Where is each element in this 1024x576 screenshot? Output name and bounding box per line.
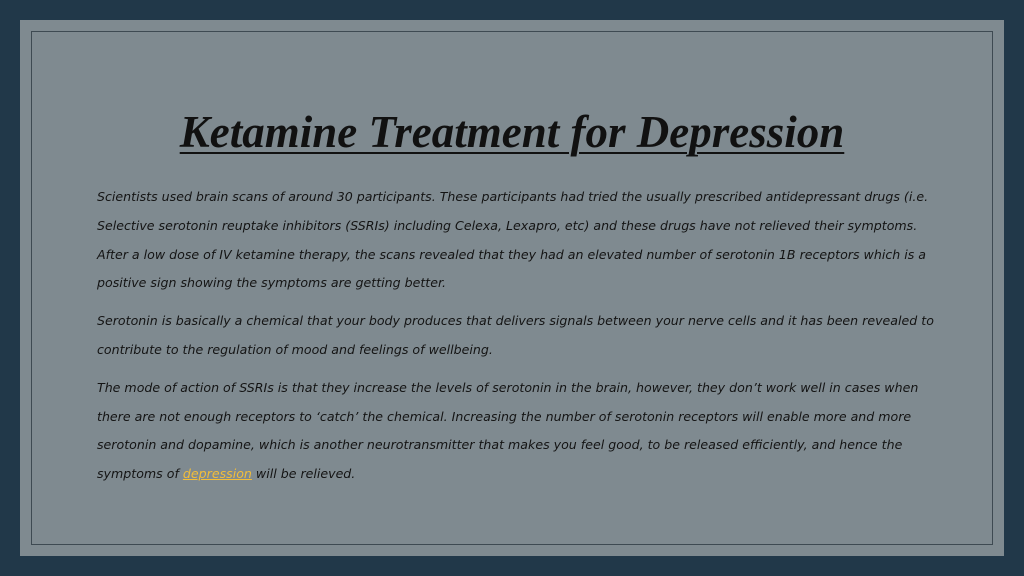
paragraph-brain-scans: Scientists used brain scans of around 30 participants. These participants had tried the usually prescribed antidepressant drugs (i.e. Selective serotonin reuptake inhibitors (SSRIs) including Celexa, Lexapro, etc) and these drugs have not relieved their symptoms. After a low dose of IV ketamine therapy, the scans revealed that they had an elevated number of serotonin 1B receptors which is a positive sign showing the symptoms are getting better. bbox=[97, 189, 929, 291]
slide-title: Ketamine Treatment for Depression bbox=[179, 107, 845, 157]
slide-body bbox=[97, 183, 937, 498]
paragraph-text-after-link: will be relieved. bbox=[251, 466, 356, 482]
paragraph-ssri-mode-of-action bbox=[97, 374, 937, 489]
depression-link[interactable]: depression bbox=[182, 466, 252, 482]
paragraph-serotonin-definition: Serotonin is basically a chemical that your body produces that delivers signals between your nerve cells and it has been revealed to contribute to the regulation of mood and feelings of wellbeing. bbox=[97, 313, 934, 357]
slide bbox=[20, 20, 1004, 556]
paragraph-text-before-link: The mode of action of SSRIs is that they increase the levels of serotonin in the brain, however, they don’t work well in cases when there are not enough receptors to ‘catch’ the chemical. Increasing the number of serotonin receptors will enable more and more serotonin and dopamine, which is another neurotransmitter that makes you feel good, to be released efficiently, and hence the symptoms of bbox=[97, 379, 919, 482]
